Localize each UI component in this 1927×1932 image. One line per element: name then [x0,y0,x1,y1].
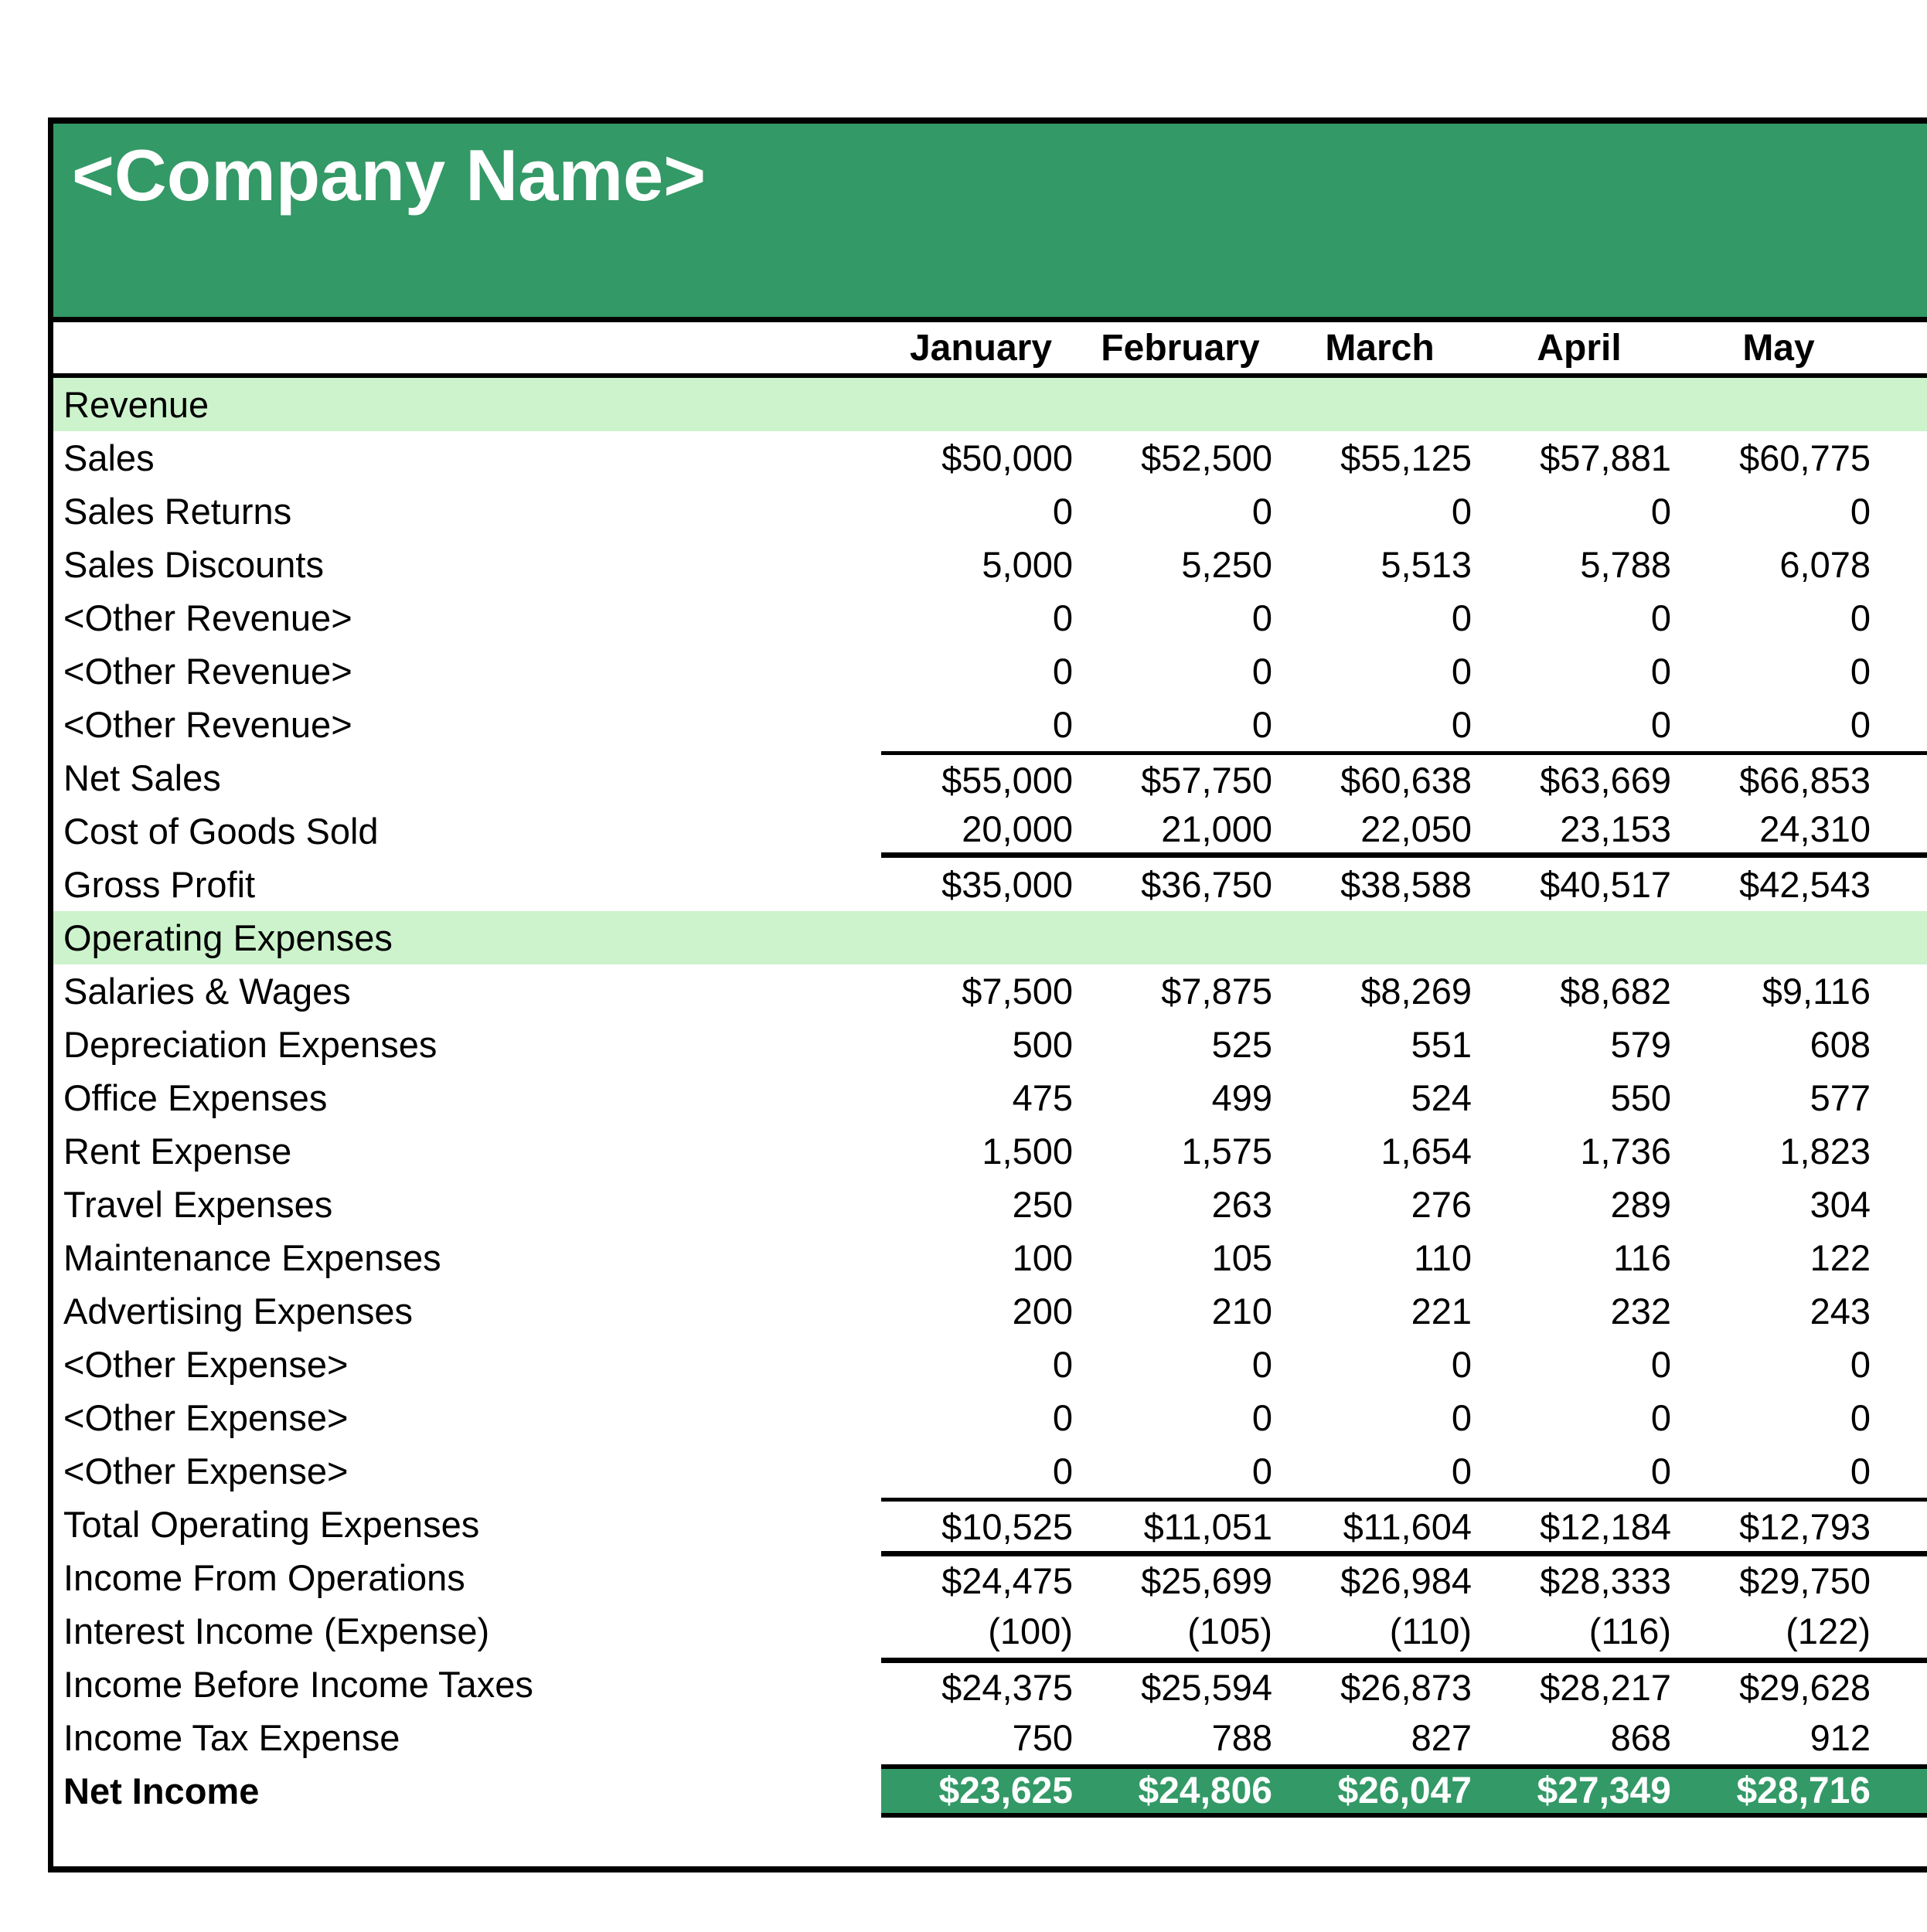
cell-value: 525 [1211,1024,1272,1065]
cell-value: 6,078 [1779,544,1871,585]
cell-value: 577 [1810,1077,1871,1118]
company-banner [53,124,1927,322]
row-label: Income From Operations [63,1557,465,1598]
cell-value: 110 [1414,1237,1472,1278]
table-row [53,538,1927,591]
cell-value: $50,000 [941,437,1073,478]
row-label: <Other Revenue> [63,597,352,638]
cell-value: $57,881 [1540,437,1671,478]
cell-value: 0 [1251,1344,1272,1385]
column-header-row [53,322,1927,378]
row-values [881,378,1927,431]
cell-value: 1,575 [1181,1131,1272,1172]
cell-value: 499 [1211,1077,1272,1118]
row-label: <Other Expense> [63,1451,349,1492]
row-label: Depreciation Expenses [63,1024,437,1065]
cell-value: 21,000 [1161,808,1272,849]
cell-value: 750 [1012,1717,1073,1758]
row-label: Sales [63,437,155,478]
cell-value: 0 [1650,491,1671,532]
row-values [881,538,1927,591]
row-values [881,1391,1927,1444]
cell-value: 200 [1012,1291,1073,1332]
cell-value: (100) [988,1611,1073,1651]
cell-value: $24,375 [941,1666,1073,1708]
cell-value: 0 [1251,651,1272,692]
row-values [881,645,1927,698]
income-statement-sheet [48,117,1927,1872]
cell-value: 1,736 [1580,1131,1671,1172]
row-values [881,485,1927,538]
cell-value: 0 [1850,1451,1871,1492]
row-values [881,1284,1927,1338]
table-row [53,645,1927,698]
cell-value: $25,594 [1141,1666,1272,1708]
cell-value: 0 [1251,704,1272,745]
table-row [53,698,1927,751]
table-row [53,804,1927,858]
row-values [881,858,1927,911]
table-row [53,751,1927,804]
cell-value: $8,682 [1560,971,1671,1012]
company-name-title: <Company Name> [72,134,706,216]
row-label: Maintenance Expenses [63,1237,441,1278]
table-row [53,431,1927,485]
row-label: Net Sales [63,757,221,798]
row-values [881,1764,1927,1818]
table-row [53,1604,1927,1658]
row-label: Operating Expenses [63,917,393,958]
table-row [53,1338,1927,1391]
row-label: Advertising Expenses [63,1291,413,1332]
cell-value: 304 [1810,1184,1871,1225]
cell-value: 100 [1012,1237,1073,1278]
cell-value: 912 [1810,1717,1871,1758]
row-label: Travel Expenses [63,1184,333,1225]
row-values [881,698,1927,751]
column-header-january: January [909,327,1053,369]
row-values [881,751,1927,804]
cell-value: 0 [1650,1397,1671,1438]
row-values [881,1498,1927,1551]
cell-value: $38,588 [1340,864,1472,905]
cell-value: 788 [1211,1717,1272,1758]
table-row [53,591,1927,645]
cell-value: 0 [1451,491,1472,532]
cell-value: 232 [1610,1291,1671,1332]
column-header-may: May [1742,327,1815,369]
column-header-february: February [1101,327,1260,369]
row-label: <Other Revenue> [63,651,352,692]
net-income-row [53,1764,1927,1818]
section-header-row [53,378,1927,431]
table-row [53,1391,1927,1444]
cell-value: (105) [1187,1611,1272,1651]
cell-value: 276 [1411,1184,1472,1225]
cell-value: 579 [1610,1024,1671,1065]
cell-value: 0 [1650,1451,1671,1492]
cell-value: $28,716 [1736,1770,1871,1811]
row-values [881,1711,1927,1764]
cell-value: 289 [1610,1184,1671,1225]
cell-value: 5,250 [1181,544,1272,585]
cell-value: $24,806 [1138,1770,1272,1811]
cell-value: (122) [1786,1611,1871,1651]
cell-value: 210 [1211,1291,1272,1332]
cell-value: 116 [1613,1237,1671,1278]
cell-value: 0 [1451,597,1472,638]
row-label: Revenue [63,384,209,425]
row-values [881,1604,1927,1658]
cell-value: 0 [1451,1451,1472,1492]
table-row [53,1231,1927,1284]
cell-value: 827 [1411,1717,1472,1758]
cell-value: $11,051 [1143,1505,1272,1547]
table-body [53,378,1927,1818]
cell-value: $12,793 [1739,1505,1871,1547]
cell-value: 0 [1451,1397,1472,1438]
cell-value: 0 [1451,1344,1472,1385]
cell-value: 0 [1052,704,1073,745]
cell-value: 0 [1650,704,1671,745]
cell-value: 0 [1052,1344,1073,1385]
table-row [53,858,1927,911]
table-row [53,485,1927,538]
cell-value: $36,750 [1141,864,1272,905]
row-values [881,1178,1927,1231]
cell-value: $55,000 [941,759,1073,801]
cell-value: 1,823 [1779,1131,1871,1172]
cell-value: $29,628 [1739,1666,1871,1708]
cell-value: $66,853 [1739,759,1871,801]
cell-value: $60,775 [1739,437,1871,478]
cell-value: 0 [1650,1344,1671,1385]
cell-value: $11,604 [1343,1505,1472,1547]
section-header-row [53,911,1927,964]
cell-value: 105 [1211,1237,1272,1278]
cell-value: $26,047 [1337,1770,1472,1811]
cell-value: $35,000 [941,864,1073,905]
cell-value: 0 [1850,597,1871,638]
cell-value: 550 [1610,1077,1671,1118]
cell-value: $26,984 [1340,1560,1472,1601]
cell-value: $7,875 [1161,971,1272,1012]
cell-value: $42,543 [1739,864,1871,905]
row-values [881,1444,1927,1498]
cell-value: 0 [1052,1451,1073,1492]
cell-value: 0 [1251,1397,1272,1438]
row-label: Income Before Income Taxes [63,1664,533,1705]
column-header-march: March [1325,327,1435,369]
cell-value: $9,116 [1762,971,1871,1012]
cell-value: 0 [1052,1397,1073,1438]
cell-value: 0 [1850,1344,1871,1385]
row-values [881,1551,1927,1604]
table-row [53,1498,1927,1551]
cell-value: 0 [1251,491,1272,532]
row-values [881,1071,1927,1124]
cell-value: 5,788 [1580,544,1671,585]
cell-value: 500 [1012,1024,1073,1065]
row-label: Sales Discounts [63,544,324,585]
cell-value: 0 [1850,651,1871,692]
row-values [881,964,1927,1018]
table-row [53,1284,1927,1338]
cell-value: 0 [1052,491,1073,532]
row-label: Sales Returns [63,491,292,532]
cell-value: 5,513 [1381,544,1472,585]
row-values [881,1018,1927,1071]
cell-value: 0 [1251,1451,1272,1492]
row-values [881,431,1927,485]
cell-value: 243 [1810,1291,1871,1332]
cell-value: $55,125 [1340,437,1472,478]
column-header-april: April [1537,327,1622,369]
cell-value: 608 [1810,1024,1871,1065]
empty-footer-row [53,1818,1927,1866]
cell-value: 0 [1451,704,1472,745]
cell-value: $24,475 [941,1560,1073,1601]
cell-value: 0 [1052,651,1073,692]
row-label: Gross Profit [63,864,256,905]
cell-value: 263 [1211,1184,1272,1225]
cell-value: $29,750 [1739,1560,1871,1601]
table-row [53,1124,1927,1178]
cell-value: $28,217 [1540,1666,1671,1708]
table-row [53,1178,1927,1231]
cell-value: 1,654 [1381,1131,1472,1172]
cell-value: 475 [1012,1077,1073,1118]
cell-value: 20,000 [962,808,1073,849]
cell-value: $8,269 [1360,971,1472,1012]
cell-value: $12,184 [1540,1505,1671,1547]
cell-value: $52,500 [1141,437,1272,478]
table-row [53,1711,1927,1764]
row-values [881,591,1927,645]
row-label: Income Tax Expense [63,1717,400,1758]
table-row [53,964,1927,1018]
row-label: Rent Expense [63,1131,292,1172]
row-values [881,1658,1927,1711]
cell-value: (110) [1389,1611,1472,1651]
cell-value: $26,873 [1340,1666,1472,1708]
row-label: <Other Expense> [63,1344,349,1385]
cell-value: $23,625 [938,1770,1073,1811]
cell-value: 0 [1850,704,1871,745]
cell-value: 24,310 [1759,808,1871,849]
cell-value: $28,333 [1540,1560,1671,1601]
table-row [53,1071,1927,1124]
cell-value: 1,500 [982,1131,1073,1172]
cell-value: $27,349 [1537,1770,1671,1811]
cell-value: 0 [1850,1397,1871,1438]
cell-value: $60,638 [1340,759,1472,801]
row-values [881,1231,1927,1284]
cell-value: 0 [1650,597,1671,638]
cell-value: $25,699 [1141,1560,1272,1601]
cell-value: 221 [1411,1291,1472,1332]
cell-value: $40,517 [1540,864,1671,905]
cell-value: 0 [1850,491,1871,532]
table-row [53,1444,1927,1498]
row-label: Cost of Goods Sold [63,811,379,852]
cell-value: 5,000 [982,544,1073,585]
row-values [881,1124,1927,1178]
row-label: Salaries & Wages [63,971,351,1012]
row-values [881,911,1927,964]
cell-value: 0 [1251,597,1272,638]
cell-value: $63,669 [1540,759,1671,801]
row-values [881,1338,1927,1391]
cell-value: 22,050 [1360,808,1472,849]
cell-value: 524 [1411,1077,1472,1118]
row-label: Interest Income (Expense) [63,1611,490,1651]
table-row [53,1658,1927,1711]
cell-value: $57,750 [1141,759,1272,801]
cell-value: 23,153 [1560,808,1671,849]
row-values [881,804,1927,858]
table-row [53,1018,1927,1071]
row-label: Net Income [63,1770,260,1811]
row-label: Total Operating Expenses [63,1504,480,1545]
cell-value: $7,500 [962,971,1073,1012]
cell-value: 250 [1012,1184,1073,1225]
cell-value: 0 [1451,651,1472,692]
cell-value: 551 [1411,1024,1472,1065]
cell-value: (116) [1588,1611,1671,1651]
cell-value: 0 [1650,651,1671,692]
row-label: <Other Expense> [63,1397,349,1438]
row-label: <Other Revenue> [63,704,352,745]
cell-value: $10,525 [941,1505,1073,1547]
row-label: Office Expenses [63,1077,328,1118]
cell-value: 868 [1610,1717,1671,1758]
table-row [53,1551,1927,1604]
cell-value: 0 [1052,597,1073,638]
cell-value: 122 [1810,1237,1871,1278]
